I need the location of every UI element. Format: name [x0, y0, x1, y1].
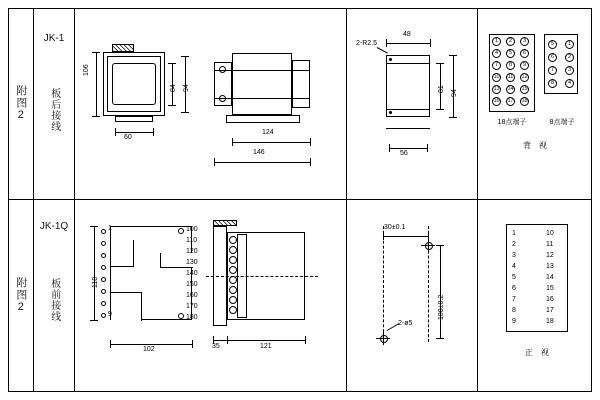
frame-top [8, 8, 592, 9]
r2-term-right-17: 17 [546, 307, 554, 314]
r1-term-12: 12 [521, 74, 528, 80]
r2-front-term-1: 1 [108, 225, 112, 232]
r2-cut-vline-left [383, 226, 384, 342]
r1-dim-94b-tick-t [449, 55, 457, 56]
r2-front-rnum-11: 110 [186, 237, 198, 244]
r2-term-left-6: 6 [512, 285, 516, 292]
r1-side-body [232, 53, 292, 115]
r2-side-hatch [213, 220, 237, 226]
r2-term-left-7: 7 [512, 296, 516, 303]
r1-dim-56-tick-r [427, 144, 428, 152]
r1-front-hatch [112, 44, 134, 52]
r1-dim-84: 84 [170, 84, 177, 92]
r1-back-view-caption: 背 视 [523, 141, 547, 150]
r2-hole-top-cross-v [428, 238, 429, 252]
r2-dim-30-tick-l [383, 232, 384, 240]
r1-dim-124-tick-r [310, 138, 311, 146]
r1-term-2: 2 [506, 37, 515, 46]
r1-term8-2: 2 [565, 53, 574, 62]
r2-dim-102: 102 [143, 346, 155, 353]
r2-side-term-5 [229, 276, 237, 284]
r2-front-rnum-14: 140 [186, 270, 198, 277]
row2-index-label: 附图2 [14, 277, 27, 314]
r2-front-rnum-17: 170 [186, 303, 198, 310]
r2-term-right-14: 14 [546, 274, 554, 281]
r2-dim-118-tick-t [90, 226, 98, 227]
r2-dim-118: 118 [92, 276, 99, 288]
r2-side-term-4 [229, 266, 237, 274]
r1-dim-106-tick-top [92, 52, 100, 53]
r2-front-view-caption: 正 视 [525, 348, 549, 357]
r2-front-left-circ-2 [101, 241, 106, 246]
r1-dim-146: 146 [253, 149, 265, 156]
frame-bottom [8, 391, 592, 392]
r1-dim-48-tick-l [386, 39, 387, 47]
r1-dim-56-tick-l [389, 144, 390, 152]
r1-term-14: 14 [507, 86, 514, 92]
r2-term-right-13: 13 [546, 263, 554, 270]
r2-side-term-8 [229, 306, 237, 314]
r2-dim-118-line [94, 226, 95, 320]
r1-dim-R25-leader [377, 47, 388, 54]
r1-term-11: 11 [507, 74, 514, 80]
r2-front-right-circ-2 [178, 313, 184, 319]
r1-term-9: 9 [520, 61, 529, 70]
r2-side-termbar [237, 234, 247, 318]
r2-term-right-12: 12 [546, 252, 554, 259]
row1-model-label: JK-1 [43, 33, 65, 45]
r1-cutout-base [386, 128, 430, 129]
r2-front-rnum-16: 160 [186, 292, 198, 299]
r1-term8-4: 4 [565, 79, 574, 88]
r1-term-13: 13 [493, 86, 500, 92]
r2-term-left-2: 2 [512, 241, 516, 248]
r1-term8-3: 3 [565, 66, 574, 75]
r1-term-4: 4 [492, 49, 501, 58]
r2-term-left-1: 1 [512, 230, 516, 237]
r2-term-left-3: 3 [512, 252, 516, 259]
r1-term8-1: 1 [565, 40, 574, 49]
r1-dim-146-tick-l [214, 158, 215, 166]
r1-cutout-h1 [386, 63, 430, 64]
r1-cutout-dot-tl [389, 58, 392, 61]
r2-front-rnum-18: 180 [186, 314, 198, 321]
r1-side-hole-bot [219, 95, 226, 102]
r2-dim-121: 121 [260, 343, 272, 350]
r2-front-left-circ-8 [101, 313, 106, 318]
r2-dim-102-tick-l [110, 340, 111, 348]
r2-hole-top [425, 242, 433, 250]
r1-dim-84-tick-top [168, 63, 176, 64]
r1-side-h1 [214, 70, 310, 71]
r1-front-window [112, 63, 156, 105]
r1-term-1: 1 [492, 37, 501, 46]
r2-dim-35-line [213, 340, 227, 341]
r1-dim-106-line [96, 52, 97, 116]
r1-dim-124-line [232, 142, 310, 143]
r1-dim-60-line [115, 132, 153, 133]
r2-side-centerline [206, 276, 318, 277]
r2-dim-100-line [440, 245, 441, 338]
r2-dim-118-tick-b [90, 320, 98, 321]
r2-dim-102-tick-r [192, 340, 193, 348]
r1-dim-48-line [386, 43, 430, 44]
col-div-3 [346, 8, 347, 391]
r1-dim-56-line [389, 148, 427, 149]
r1-dim-94b-line [453, 55, 454, 117]
r1-term8-caption: 8点端子 [549, 119, 575, 126]
r1-term8-7: 7 [548, 66, 557, 75]
r1-term-15: 15 [521, 86, 528, 92]
r1-dim-94b-tick-b [449, 117, 457, 118]
r1-term-16: 16 [493, 98, 500, 104]
col-div-2 [74, 8, 75, 391]
r1-dim-56: 56 [400, 150, 408, 157]
r1-dim-124-tick-l [232, 138, 233, 146]
r2-dim-102-line [110, 344, 192, 345]
r2-front-left-circ-6 [101, 289, 106, 294]
r2-front-left-circ-3 [101, 253, 106, 258]
r1-dim-81-tick-t [436, 63, 444, 64]
r1-term-17: 17 [507, 98, 514, 104]
r1-term-7: 7 [492, 61, 501, 70]
r1-side-tail [292, 60, 310, 108]
r2-side-term-1 [229, 236, 237, 244]
r1-dim-60-tick-l [115, 128, 116, 136]
r2-front-step-1 [111, 240, 134, 267]
r2-hole-bot-cross-v [383, 331, 384, 345]
r2-front-left-circ-5 [101, 277, 106, 282]
r2-front-left-circ-7 [101, 301, 106, 306]
r2-front-rnum-15: 150 [186, 281, 198, 288]
r1-cutout-rect [386, 55, 430, 117]
r1-dim-48: 48 [403, 31, 411, 38]
r1-dim-94: 94 [183, 84, 190, 92]
r2-term-left-4: 4 [512, 263, 516, 270]
r1-term8-8: 8 [548, 79, 557, 88]
r2-term-left-8: 8 [512, 307, 516, 314]
r1-front-foot [115, 116, 153, 122]
r2-dim-35: 35 [212, 343, 220, 350]
r2-term-right-11: 11 [546, 241, 554, 248]
r1-term-6: 6 [520, 49, 529, 58]
r2-term-right-15: 15 [546, 285, 554, 292]
r2-term-left-9: 9 [512, 318, 516, 325]
r2-front-left-circ-1 [101, 229, 106, 234]
r1-term-10: 10 [493, 74, 500, 80]
r2-front-rnum-10: 100 [186, 226, 198, 233]
r1-dim-146-line [214, 162, 310, 163]
r2-side-term-2 [229, 246, 237, 254]
r1-side-h2 [214, 98, 310, 99]
r2-dim-30-line [383, 236, 428, 237]
r1-dim-94b: 94 [451, 89, 458, 97]
r2-front-rnum-13: 130 [186, 259, 198, 266]
r2-term-right-18: 18 [546, 318, 554, 325]
r1-term8-5: 5 [548, 40, 557, 49]
r2-term-right-10: 10 [546, 230, 554, 237]
r2-front-step-3 [111, 292, 142, 321]
r2-front-left-circ-4 [101, 265, 106, 270]
r1-dim-84-tick-bot [168, 105, 176, 106]
r1-term-8: 8 [506, 61, 515, 70]
r1-dim-94-tick-bot [181, 112, 189, 113]
r2-hole-bottom [380, 335, 388, 343]
row2-model-label: JK-1Q [39, 221, 69, 233]
r2-side-term-3 [229, 256, 237, 264]
r1-dim-81-tick-b [436, 109, 444, 110]
r1-dim-60: 60 [124, 134, 132, 141]
r2-dim-100-tick-t [436, 245, 444, 246]
r2-dim-100-tick-b [436, 338, 444, 339]
frame-midrow [8, 199, 592, 200]
r2-front-rnum-12: 120 [186, 248, 198, 255]
r1-dim-106: 106 [83, 64, 90, 76]
r1-term-5: 5 [506, 49, 515, 58]
r1-side-hole-top [219, 66, 226, 73]
r1-dim-48-tick-r [430, 39, 431, 47]
r2-side-term-6 [229, 286, 237, 294]
r1-dim-R25: 2-R2.5 [356, 40, 378, 47]
r1-dim-81: 81 [438, 85, 445, 93]
r1-dim-124: 124 [262, 129, 274, 136]
r1-term-3: 3 [520, 37, 529, 46]
col-div-4 [477, 8, 478, 391]
r2-front-right-circ-1 [178, 228, 184, 234]
r1-dim-106-tick-bot [92, 116, 100, 117]
r2-dim-121-tick-r [305, 336, 306, 344]
r1-term8-6: 6 [548, 53, 557, 62]
r1-cutout-dot-bl [389, 111, 392, 114]
r1-term-18: 18 [521, 98, 528, 104]
r2-side-term-7 [229, 296, 237, 304]
r1-cutout-h2 [386, 109, 430, 110]
r2-term-left-5: 5 [512, 274, 516, 281]
r1-side-base [226, 115, 300, 123]
row2-mount-label: 板前接线 [48, 278, 60, 322]
r1-dim-60-tick-r [153, 128, 154, 136]
r1-term18-caption: 18点端子 [497, 119, 527, 126]
row1-mount-label: 板后接线 [48, 88, 60, 132]
r2-dim-121-line [227, 340, 305, 341]
r2-front-term-9: 9 [108, 311, 112, 318]
r1-dim-94-tick-top [181, 56, 189, 57]
r1-dim-146-tick-r [310, 158, 311, 166]
r2-dim-phi5: 2-ø5 [398, 320, 413, 327]
row1-index-label: 附图2 [14, 85, 27, 122]
r2-dim-30: 30±0.1 [384, 224, 406, 231]
r2-term-right-16: 16 [546, 296, 554, 303]
r2-dim-100: 100±0.2 [438, 294, 445, 320]
